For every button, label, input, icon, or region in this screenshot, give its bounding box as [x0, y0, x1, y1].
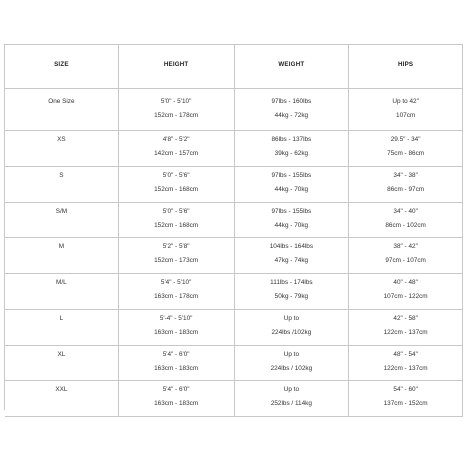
size-cell: [5, 238, 119, 273]
height-cell: [119, 381, 235, 416]
hips-cell-metric: 97cm - 107cm: [385, 257, 426, 265]
weight-cell: [235, 203, 350, 238]
header-hips: HIPS: [349, 45, 463, 88]
weight-cell-imperial: 97lbs - 155lbs: [271, 171, 312, 179]
weight-cell-imperial: 104lbs - 164lbs: [269, 243, 314, 251]
hips-cell-imperial: 42" - 58": [393, 314, 418, 322]
size-cell: [5, 167, 119, 202]
hips-cell-metric: 75cm - 86cm: [387, 150, 425, 157]
weight-cell-metric: 47kg - 74kg: [274, 257, 309, 265]
height-cell-imperial: 5'2" - 5'8": [162, 243, 190, 251]
hips-cell: [349, 203, 463, 238]
table-row: [5, 167, 463, 203]
size-cell-imperial: M: [58, 243, 65, 251]
height-cell-metric: 163cm - 178cm: [154, 293, 199, 300]
weight-cell-imperial: 97lbs - 160lbs: [271, 98, 312, 105]
size-cell: [5, 131, 119, 166]
hips-cell: [349, 381, 463, 416]
weight-cell-imperial: 86lbs - 137lbs: [271, 136, 312, 143]
height-cell-metric: 163cm - 183cm: [154, 400, 199, 408]
hips-cell-imperial: 34" - 40": [393, 207, 418, 215]
weight-cell-metric: 252lbs / 114kg: [270, 400, 312, 408]
weight-cell-imperial: 111lbs - 174lbs: [270, 279, 313, 286]
weight-cell-imperial: Up to: [283, 314, 300, 322]
height-cell: [119, 238, 235, 273]
table-row: [5, 274, 463, 310]
hips-cell-metric: 137cm - 152cm: [383, 400, 428, 408]
hips-cell: [349, 131, 463, 166]
size-cell: [5, 381, 119, 416]
weight-cell-metric: 44kg - 72kg: [274, 112, 309, 119]
weight-cell: [235, 346, 350, 381]
table-row: [5, 89, 463, 131]
table-row: [5, 346, 463, 382]
weight-cell-imperial: Up to: [283, 350, 300, 358]
hips-cell: [349, 238, 463, 273]
weight-cell-metric: 44kg - 70kg: [274, 185, 309, 193]
header-row: [5, 45, 463, 89]
hips-cell-metric: 122cm - 137cm: [383, 364, 428, 372]
weight-cell-metric: 224lbs / 102kg: [270, 364, 313, 372]
height-cell-metric: 152cm - 168cm: [154, 221, 199, 229]
weight-cell-imperial: Up to: [283, 386, 300, 394]
height-cell: [119, 346, 235, 381]
height-cell: [119, 203, 235, 238]
size-cell: [5, 274, 119, 309]
hips-cell: [349, 89, 463, 130]
header-size: SIZE: [5, 45, 119, 88]
height-cell: [119, 274, 235, 309]
table-row: [5, 203, 463, 239]
height-cell-imperial: 5'-4" - 5'10": [159, 314, 193, 322]
height-cell-imperial: 5'0" - 5'10": [160, 98, 192, 105]
hips-cell-metric: 107cm - 122cm: [383, 293, 428, 300]
hips-cell-imperial: 40" - 48": [393, 279, 418, 286]
height-cell-metric: 142cm - 157cm: [154, 150, 199, 157]
weight-cell-metric: 224lbs /102kg: [271, 328, 312, 336]
hips-cell-imperial: 34" - 38": [393, 171, 418, 179]
size-cell-imperial: One Size: [48, 98, 75, 105]
size-cell-imperial: XS: [57, 136, 66, 143]
weight-cell-metric: 44kg - 70kg: [274, 221, 309, 229]
hips-cell-metric: 86cm - 97cm: [387, 185, 425, 193]
header-weight: WEIGHT: [235, 45, 350, 88]
height-cell: [119, 310, 235, 345]
weight-cell: [235, 238, 350, 273]
size-cell: [5, 310, 119, 345]
table-body: [5, 89, 463, 417]
size-cell: [5, 346, 119, 381]
weight-cell-metric: 50kg - 79kg: [274, 293, 309, 300]
size-cell-imperial: XXL: [55, 386, 68, 394]
height-cell-imperial: 5'0" - 5'6": [162, 171, 190, 179]
header-height: HEIGHT: [119, 45, 235, 88]
height-cell-metric: 163cm - 183cm: [154, 364, 199, 372]
height-cell-imperial: 5'4" - 6'0": [162, 350, 190, 358]
hips-cell: [349, 167, 463, 202]
weight-cell: [235, 167, 350, 202]
size-cell-imperial: S/M: [55, 207, 68, 215]
weight-cell: [235, 274, 350, 309]
hips-cell-imperial: 29.5" - 34": [390, 136, 421, 143]
height-cell-imperial: 5'0" - 5'6": [162, 207, 190, 215]
hips-cell-imperial: 38" - 42": [393, 243, 418, 251]
size-cell-imperial: L: [59, 314, 64, 322]
height-cell-metric: 152cm - 173cm: [154, 257, 199, 265]
size-cell-imperial: XL: [57, 350, 66, 358]
height-cell-imperial: 5'4" - 6'0": [162, 386, 190, 394]
size-chart-table: [4, 44, 463, 410]
size-cell-imperial: S: [59, 171, 64, 179]
height-cell: [119, 167, 235, 202]
height-cell-metric: 152cm - 168cm: [154, 185, 199, 193]
table-row: [5, 381, 463, 417]
table-row: [5, 131, 463, 167]
weight-cell: [235, 310, 350, 345]
height-cell-imperial: 4'8" - 5'2": [162, 136, 190, 143]
height-cell-metric: 152cm - 178cm: [154, 112, 199, 119]
weight-cell: [235, 89, 350, 130]
hips-cell-metric: 122cm - 137cm: [383, 328, 428, 336]
size-cell-imperial: M/L: [56, 279, 67, 286]
height-cell: [119, 89, 235, 130]
hips-cell-imperial: 54" - 60": [393, 386, 418, 394]
table-row: [5, 238, 463, 274]
hips-cell: [349, 346, 463, 381]
height-cell: [119, 131, 235, 166]
hips-cell: [349, 310, 463, 345]
size-cell: [5, 89, 119, 130]
hips-cell: [349, 274, 463, 309]
weight-cell-imperial: 97lbs - 155lbs: [271, 207, 312, 215]
weight-cell-metric: 39kg - 62kg: [274, 150, 309, 157]
hips-cell-metric: 86cm - 102cm: [385, 221, 426, 229]
height-cell-imperial: 5'4" - 5'10": [160, 279, 192, 286]
weight-cell: [235, 381, 350, 416]
weight-cell: [235, 131, 350, 166]
hips-cell-imperial: 48" - 54": [393, 350, 418, 358]
hips-cell-imperial: Up to 42": [392, 98, 419, 105]
table-row: [5, 310, 463, 346]
size-cell: [5, 203, 119, 238]
hips-cell-metric: 107cm: [396, 112, 416, 119]
height-cell-metric: 163cm - 183cm: [154, 328, 199, 336]
